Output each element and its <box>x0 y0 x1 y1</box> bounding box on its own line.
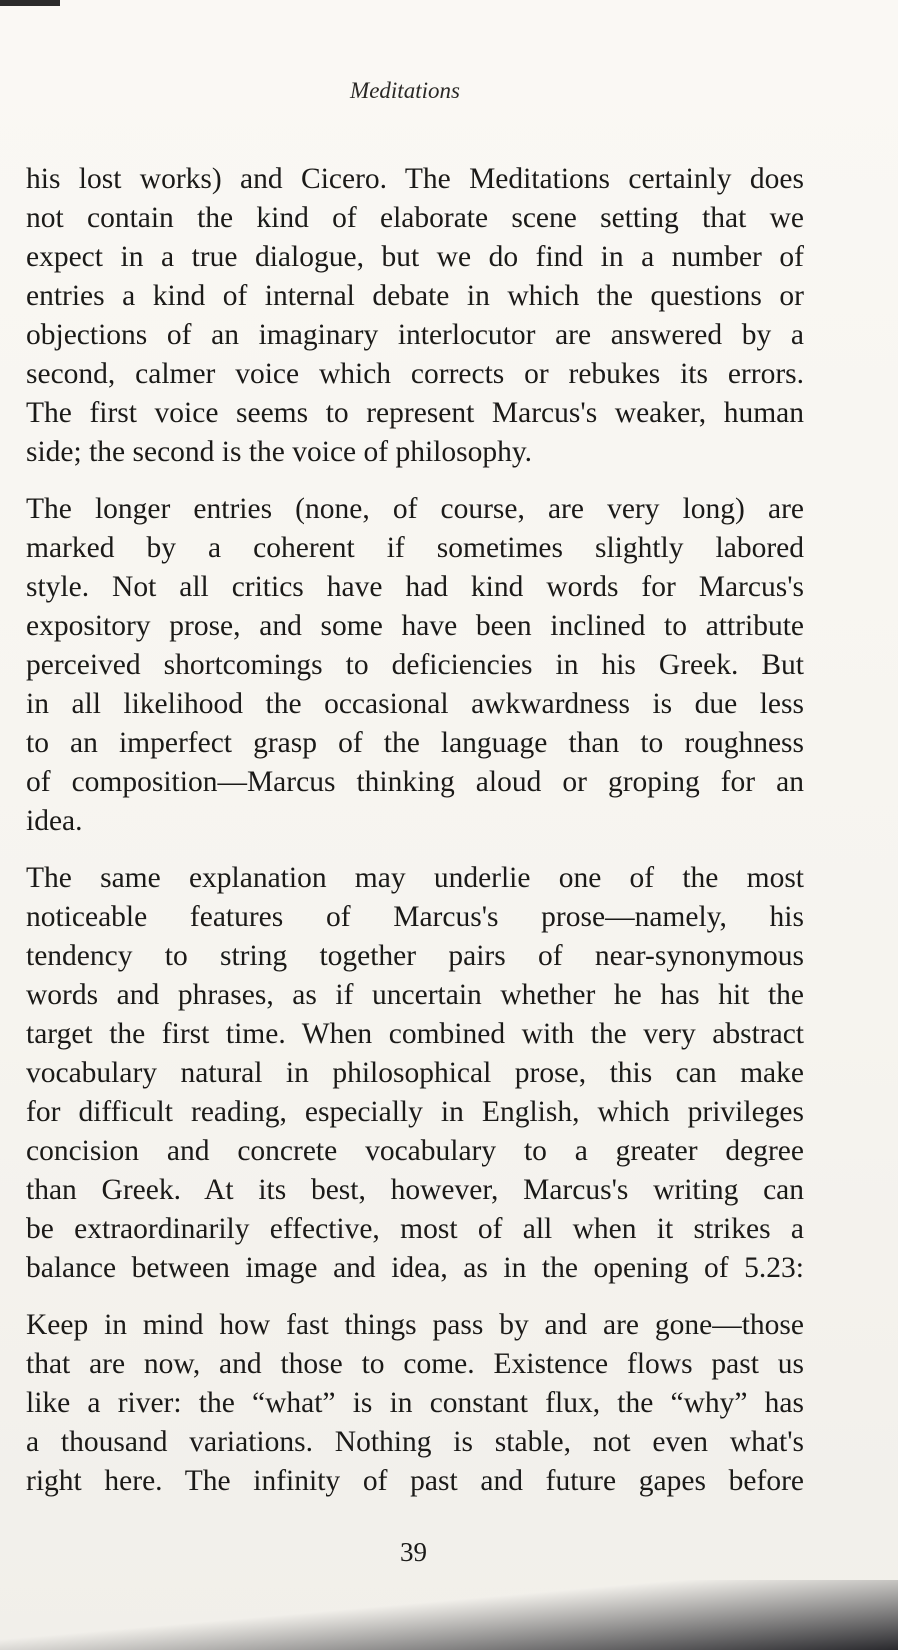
text-line: than Greek. At its best, however, Marcus's writing can <box>26 1174 804 1206</box>
running-head: Meditations <box>350 78 460 103</box>
text-line: entries a kind of internal debate in which the questions or <box>26 280 804 312</box>
text-line: balance between image and idea, as in the opening of 5.23: <box>26 1252 804 1284</box>
block-quote <box>26 1306 804 1501</box>
text-line: objections of an imaginary interlocutor are answered by a <box>26 319 804 351</box>
page-body <box>26 160 804 1501</box>
text-line: of composition—Marcus thinking aloud or groping for an <box>26 766 804 798</box>
text-line: target the first time. When combined with the very abstract <box>26 1018 804 1050</box>
text-line: his lost works) and Cicero. The Meditations certainly does <box>26 163 804 195</box>
text-line: in all likelihood the occasional awkwardness is due less <box>26 688 804 720</box>
page-bottom-shadow <box>0 1580 898 1650</box>
page-number: 39 <box>400 1537 427 1567</box>
quote-line: a thousand variations. Nothing is stable, not even what's <box>26 1426 804 1458</box>
text-line: The longer entries (none, of course, are very long) are <box>26 493 804 525</box>
text-line: side; the second is the voice of philosophy. <box>26 436 533 468</box>
text-line: idea. <box>26 805 83 837</box>
text-line: expository prose, and some have been inclined to attribute <box>26 610 804 642</box>
text-line: be extraordinarily effective, most of all when it strikes a <box>26 1213 804 1245</box>
text-line: The same explanation may underlie one of the most <box>26 862 804 894</box>
text-line: marked by a coherent if sometimes slightly labored <box>26 532 804 564</box>
quote-line: that are now, and those to come. Existence flows past us <box>26 1348 804 1380</box>
page-edge-shadow <box>0 0 60 6</box>
quote-line: like a river: the “what” is in constant flux, the “why” has <box>26 1387 804 1419</box>
text-line: style. Not all critics have had kind words for Marcus's <box>26 571 804 603</box>
quote-line: Keep in mind how fast things pass by and are gone—those <box>26 1309 804 1341</box>
text-line: tendency to string together pairs of near-synonymous <box>26 940 804 972</box>
quote-line: right here. The infinity of past and future gapes before <box>26 1465 804 1497</box>
text-line: expect in a true dialogue, but we do find in a number of <box>26 241 804 273</box>
text-line: not contain the kind of elaborate scene setting that we <box>26 202 804 234</box>
text-line: perceived shortcomings to deficiencies in his Greek. But <box>26 649 804 681</box>
text-line: The first voice seems to represent Marcus's weaker, human <box>26 397 804 429</box>
paragraph-2 <box>26 490 804 841</box>
text-line: second, calmer voice which corrects or rebukes its errors. <box>26 358 804 390</box>
text-line: noticeable features of Marcus's prose—namely, his <box>26 901 804 933</box>
text-line: vocabulary natural in philosophical prose, this can make <box>26 1057 804 1089</box>
text-line: concision and concrete vocabulary to a greater degree <box>26 1135 804 1167</box>
text-line: for difficult reading, especially in English, which privileges <box>26 1096 804 1128</box>
paragraph-3 <box>26 859 804 1288</box>
text-line: to an imperfect grasp of the language than to roughness <box>26 727 804 759</box>
text-line: words and phrases, as if uncertain whether he has hit the <box>26 979 804 1011</box>
paragraph-1 <box>26 160 804 472</box>
